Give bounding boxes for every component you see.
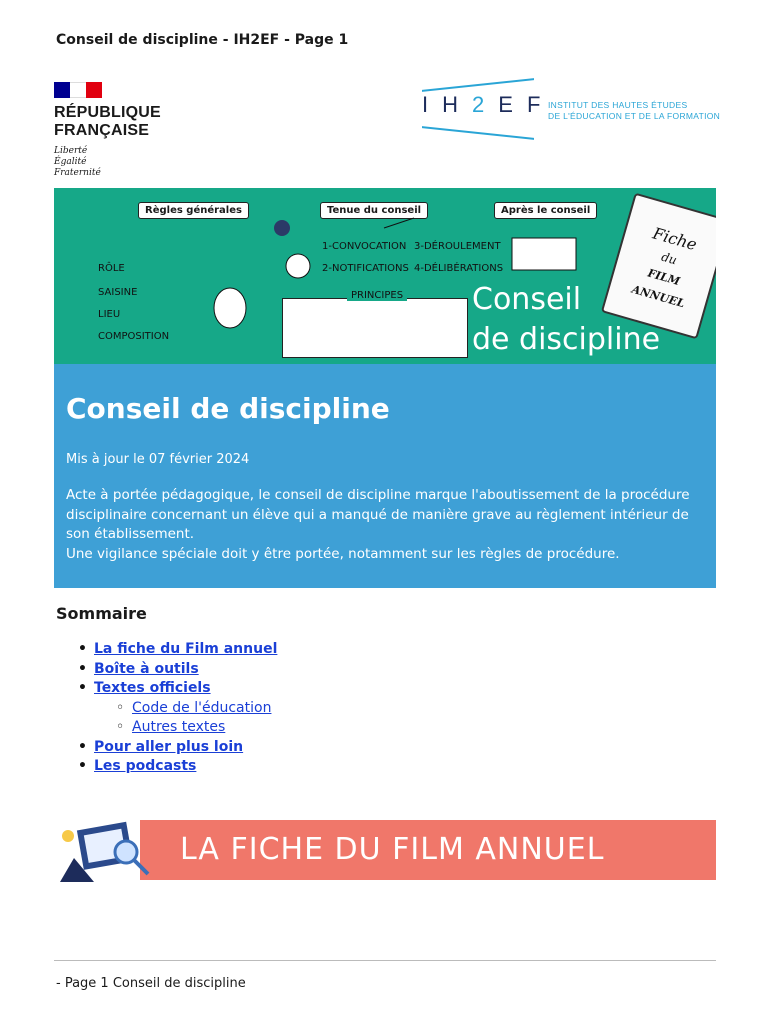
toc-link-fiche-film[interactable]: La fiche du Film annuel: [94, 641, 278, 657]
toc-link-aller-plus-loin[interactable]: Pour aller plus loin: [94, 738, 244, 755]
rf-motto-egalite: Égalité: [54, 157, 87, 167]
ih2ef-caption-line1: INSTITUT DES HAUTES ÉTUDES: [548, 100, 688, 110]
toc-title: Sommaire: [56, 604, 147, 623]
intro-vigilance: Une vigilance spéciale doit y être portée, notamment sur les règles de procédure.: [66, 545, 620, 562]
fiche-film-annuel-banner[interactable]: [54, 818, 716, 882]
conseil-discipline-banner: [54, 188, 716, 364]
toc-subitem: [80, 699, 277, 719]
page-title: Conseil de discipline: [66, 392, 390, 425]
republique-francaise-logo: [54, 82, 174, 179]
intro-panel: [54, 364, 716, 588]
toc-item: [80, 738, 277, 758]
sketch-role: RÔLE: [98, 263, 125, 274]
notebook-fiche: Fiche: [650, 223, 700, 255]
toc-link-code-education[interactable]: Code de l'éducation: [132, 699, 272, 716]
toc-subitem: [80, 718, 277, 738]
toc-link-podcasts[interactable]: Les podcasts: [94, 758, 197, 774]
sketch-notifications: 2-NOTIFICATIONS: [322, 263, 409, 274]
toc-link-textes-officiels[interactable]: Textes officiels: [94, 680, 211, 696]
toc-link-boite-outils[interactable]: Boîte à outils: [94, 660, 199, 677]
banner-title-line2: de discipline: [472, 322, 661, 357]
sketch-deliberations: 4-DÉLIBÉRATIONS: [414, 263, 504, 274]
rf-name-line1: RÉPUBLIQUE: [54, 104, 161, 121]
notebook-du: du: [659, 249, 679, 268]
rf-motto-fraternite: Fraternité: [54, 168, 101, 178]
banner-box-apres: Après le conseil: [494, 202, 597, 219]
banner-box-regles: Règles générales: [138, 202, 249, 219]
page-header: Conseil de discipline - IH2EF - Page 1: [56, 32, 349, 48]
updated-date: Mis à jour le 07 février 2024: [66, 452, 250, 467]
ih2ef-bottom-line: [422, 126, 534, 140]
toc-item: [80, 679, 277, 738]
sketch-deroulement: 3-DÉROULEMENT: [414, 241, 501, 252]
ih2ef-top-line: [422, 78, 534, 92]
sketch-saisine: SAISINE: [98, 287, 138, 298]
sketch-convocation: 1-CONVOCATION: [322, 241, 407, 252]
magnifier-document-icon: [54, 818, 164, 882]
ih2ef-caption-line2: DE L'ÉDUCATION ET DE LA FORMATION: [548, 111, 721, 121]
footer-divider: [54, 960, 716, 961]
sketch-principes: PRINCIPES: [347, 291, 407, 301]
banner-box-tenue: Tenue du conseil: [320, 202, 428, 219]
notebook-film-annuel: FILM ANNUEL: [630, 266, 687, 311]
toc-item: [80, 640, 277, 660]
sketch-composition: COMPOSITION: [98, 331, 170, 342]
rf-motto-liberte: Liberté: [54, 146, 88, 156]
toc-item: [80, 660, 277, 680]
ih2ef-mark: IH2EF: [422, 92, 555, 117]
page-footer: - Page 1 Conseil de discipline: [56, 976, 246, 991]
banner-title-line1: Conseil: [472, 282, 582, 317]
ih2ef-logo: [422, 82, 722, 140]
french-flag-icon: [54, 82, 102, 98]
table-of-contents: [80, 640, 277, 777]
toc-item: [80, 757, 277, 777]
intro-description: Acte à portée pédagogique, le conseil de discipline marque l'aboutissement de la procédure disciplinaire concernant un élève qui a manqué de manière grave au règlement intérieur de son établissement.: [66, 487, 690, 542]
film-banner-label: LA FICHE DU FILM ANNUEL: [180, 832, 605, 867]
rf-name-line2: FRANÇAISE: [54, 122, 150, 139]
toc-link-autres-textes[interactable]: Autres textes: [132, 719, 226, 735]
sketch-lieu: LIEU: [98, 309, 121, 320]
